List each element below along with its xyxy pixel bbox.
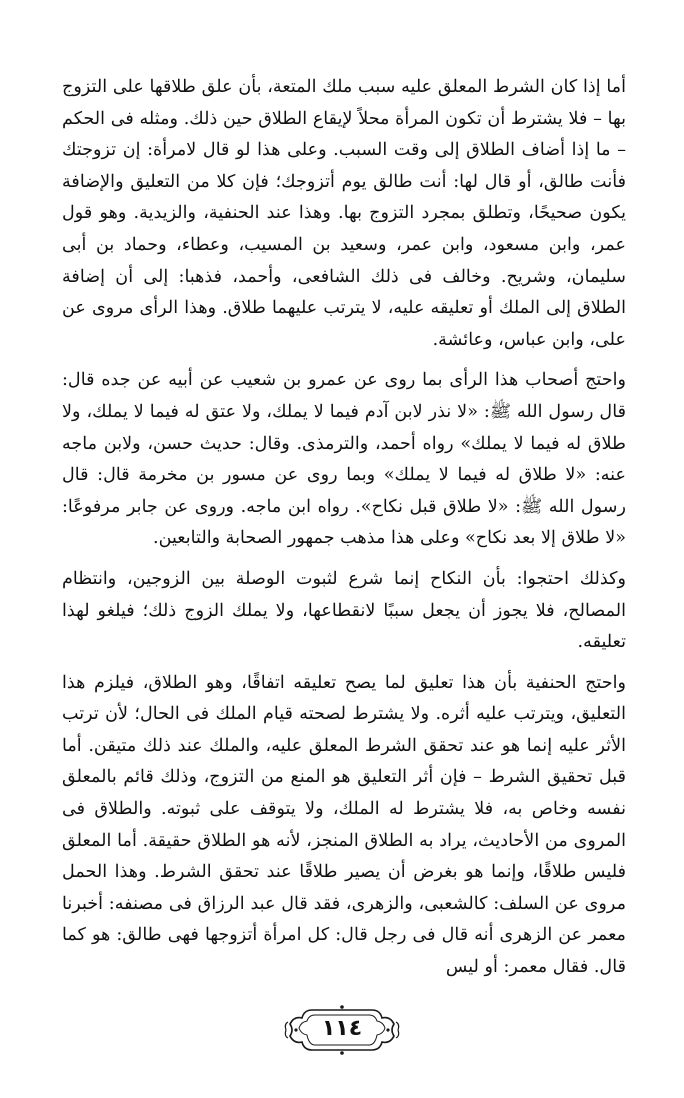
paragraph-3: وكذلك احتجوا: بأن النكاح إنما شرع لثبوت الوصلة بين الزوجين، وانتظام المصالح، فلا يجوز أن يجعل سببًا لانقطاعها، ولا يملك الزوج ذلك؛ فيلغو لهذا تعليقه. [62,568,626,653]
paragraph-2: واحتج أصحاب هذا الرأى بما روى عن عمرو بن شعيب عن أبيه عن جده قال: قال رسول الله ﷺ: «لا نذر لابن آدم فيما لا يملك، ولا عتق له فيما لا يملك، ولا طلاق له فيما لا يملك» رواه أحمد، والترمذى. وقال: حديث حسن، ولابن ماجه عنه: «لا طلاق له فيما لا يملك» وبما روى عن مسور بن مخرمة قال: قال رسول الله ﷺ: «لا طلاق قبل نكاح». رواه ابن ماجه. وروى عن جابر مرفوعًا: «لا طلاق إلا بعد نكاح» وعلى هذا مذهب جمهور الصحابة والتابعين. [62,370,626,549]
body-text [62,72,626,984]
page-number-ornament [282,1002,402,1058]
paragraph-1: أما إذا كان الشرط المعلق عليه سبب ملك المتعة، بأن علق طلاقها على التزوج بها – فلا يشترط أن تكون المرأة محلاً لإيقاع الطلاق حين ذلك. ومثله فى الحكم – ما إذا أضاف الطلاق إلى وقت السبب. وعلى هذا لو قال لامرأة: إن تزوجتك فأنت طالق، أو قال لها: أنت طالق يوم أتزوجك؛ فإن كلا من التعليق والإضافة يكون صحيحًا، وتطلق بمجرد التزوج بها. وهذا عند الحنفية، والزيدية. وهو قول عمر، وابن مسعود، وابن عمر، وسعيد بن المسيب، وعطاء، وحماد بن أبى سليمان، وشريح. وخالف فى ذلك الشافعى، وأحمد، فذهبا: إلى أن إضافة الطلاق إلى الملك أو تعليقه عليه، لا يترتب عليهما طلاق. وهذا الرأى مروى عن على، وابن عباس، وعائشة. [62,77,626,350]
page-number: ١١٤ [321,1016,363,1041]
paragraph-4: واحتج الحنفية بأن هذا تعليق لما يصح تعليقه اتفاقًا، وهو الطلاق، فيلزم هذا التعليق، ويترتب عليه أثره. ولا يشترط لصحته قيام الملك فى الحال؛ لأن ترتب الأثر عليه إنما هو عند تحقق الشرط المعلق عليه، والملك عند ذلك متيقن. أما قبل تحقيق الشرط – فإن أثر التعليق هو المنع من التزوج، وذلك قائم بالمعلق نفسه وخاص به، فلا يشترط له الملك، ولا يتوقف على ثبوته. والطلاق فى المروى من الأحاديث، يراد به الطلاق المنجز، لأنه هو الطلاق حقيقة. أما المعلق فليس طلاقًا، وإنما هو بغرض أن يصير طلاقًا عند تحقق الشرط. وهذا الحمل مروى عن السلف: كالشعبى، والزهرى، فقد قال عبد الرزاق فى مصنفه: أخبرنا معمر عن الزهرى أنه قال فى رجل قال: كل امرأة أتزوجها فهى طالق: هو كما قال. فقال معمر: أو ليس [62,672,626,978]
